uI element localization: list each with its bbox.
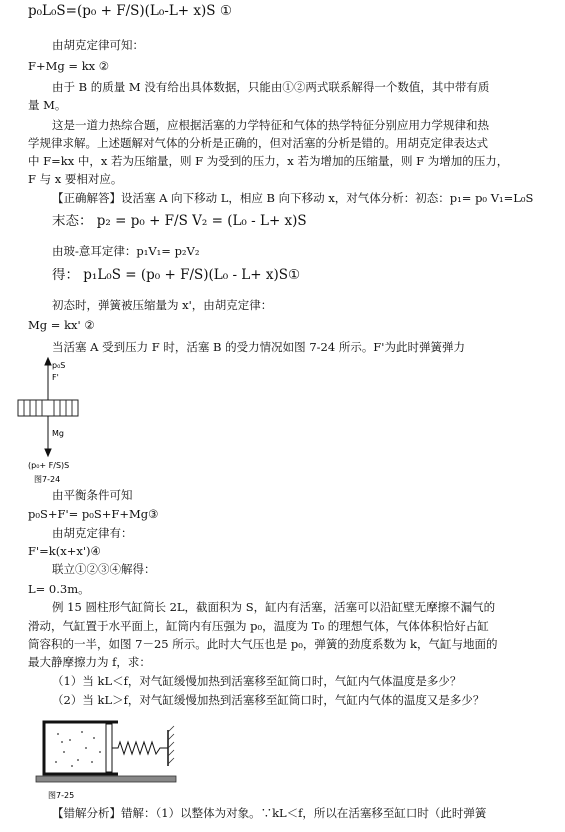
- figure-caption: 图7-24: [34, 475, 61, 484]
- ground: [36, 776, 176, 782]
- text-line-l06: 这是一道力热综合题，应根据活塞的力学特征和气体的热学特征分别应用力学规律和热: [52, 118, 489, 132]
- text-line-l16: 当活塞 A 受到压力 F 时，活塞 B 的受力情况如图 7-24 所示。F'为此时弹簧弹力: [52, 340, 465, 354]
- text-line-l23: 例 15 圆柱形气缸筒长 2L，截面积为 S，缸内有活塞，活塞可以沿缸壁无摩擦不漏气的: [52, 600, 496, 614]
- text-line-l25: 筒容积的一半，如图 7－25 所示。此时大气压也是 p₀，弹簧的劲度系数为 k，气缸与地面的: [28, 637, 498, 651]
- text-line-l13: 得： p₁L₀S = (p₀ + F/S)(L₀ - L+ x)S①: [52, 268, 301, 283]
- text-line-l17: 由平衡条件可知: [52, 488, 133, 502]
- text-line-l09: F 与 x 要相对应。: [28, 172, 123, 186]
- piston-block: [18, 400, 78, 416]
- text-line-l27: （1）当 kL＜f，对气缸缓慢加热到活塞移至缸筒口时，气缸内气体温度是多少？: [52, 674, 462, 688]
- gas-dots: [55, 731, 101, 767]
- label-mg: Mg: [52, 429, 64, 438]
- text-line-l28: （2）当 kL＞f，对气缸缓慢加热到活塞移至缸筒口时，气缸内气体的温度又是多少？: [52, 693, 485, 707]
- spring: [112, 742, 168, 754]
- text-line-l19: 由胡克定律有：: [52, 526, 133, 540]
- piston: [106, 724, 112, 772]
- text-line-l02: 由胡克定律可知：: [52, 38, 144, 52]
- text-line-l08: 中 F=kx 中，x 若为压缩量，则 F 为受到的压力，x 若为增加的压缩量，则 F 为增加的压力，: [28, 154, 509, 168]
- text-line-l26: 最大静摩擦力为 f，求：: [28, 655, 151, 669]
- text-line-l29: 【错解分析】错解：（1）以整体为对象。∵kL＜f，所以在活塞移至缸口时（此时弹簧: [52, 806, 487, 820]
- label-p0s: p₀S: [52, 361, 66, 370]
- text-line-l05: 量 M。: [28, 98, 67, 112]
- text-line-l12: 由玻-意耳定律：p₁V₁= p₂V₂: [52, 244, 200, 258]
- text-line-l20: F'=k(x+x')④: [28, 544, 101, 558]
- label-f-prime: F': [52, 373, 59, 382]
- text-line-l04: 由于 B 的质量 M 没有给出具体数据，只能由①②两式联系解得一个数值，其中带有质: [52, 80, 490, 94]
- text-line-l21: 联立①②③④解得：: [52, 562, 156, 576]
- wall: [168, 726, 174, 766]
- figure-7-24: [14, 356, 124, 486]
- figure-caption: 图7-25: [48, 791, 75, 800]
- text-line-l07: 学规律求解。上述题解对气体的分析是正确的，但对活塞的分析是错的。用胡克定律表达式: [28, 136, 488, 150]
- figure-7-25: [34, 712, 194, 804]
- label-bottom-force: (p₀+ F/S)S: [28, 461, 70, 470]
- text-line-l15: Mg = kx' ②: [28, 318, 95, 332]
- text-line-l11: 末态： p₂ = p₀ + F/S V₂ = (L₀ - L+ x)S: [52, 214, 307, 229]
- text-line-l03: F+Mg = kx ②: [28, 59, 110, 73]
- text-line-l01: p₀L₀S=(p₀ + F/S)(L₀-L+ x)S ①: [28, 4, 232, 19]
- text-line-l24: 滑动，气缸置于水平面上，缸筒内有压强为 p₀，温度为 T₀ 的理想气体，气体体积恰好占缸: [28, 619, 489, 633]
- text-line-l14: 初态时，弹簧被压缩量为 x'，由胡克定律：: [52, 298, 273, 312]
- text-line-l18: p₀S+F'= p₀S+F+Mg③: [28, 507, 159, 521]
- text-line-l10: 【正确解答】设活塞 A 向下移动 L，相应 B 向下移动 x，对气体分析：初态：p₁= p₀ V₁=L₀S: [52, 191, 534, 205]
- text-line-l22: L= 0.3m。: [28, 582, 90, 596]
